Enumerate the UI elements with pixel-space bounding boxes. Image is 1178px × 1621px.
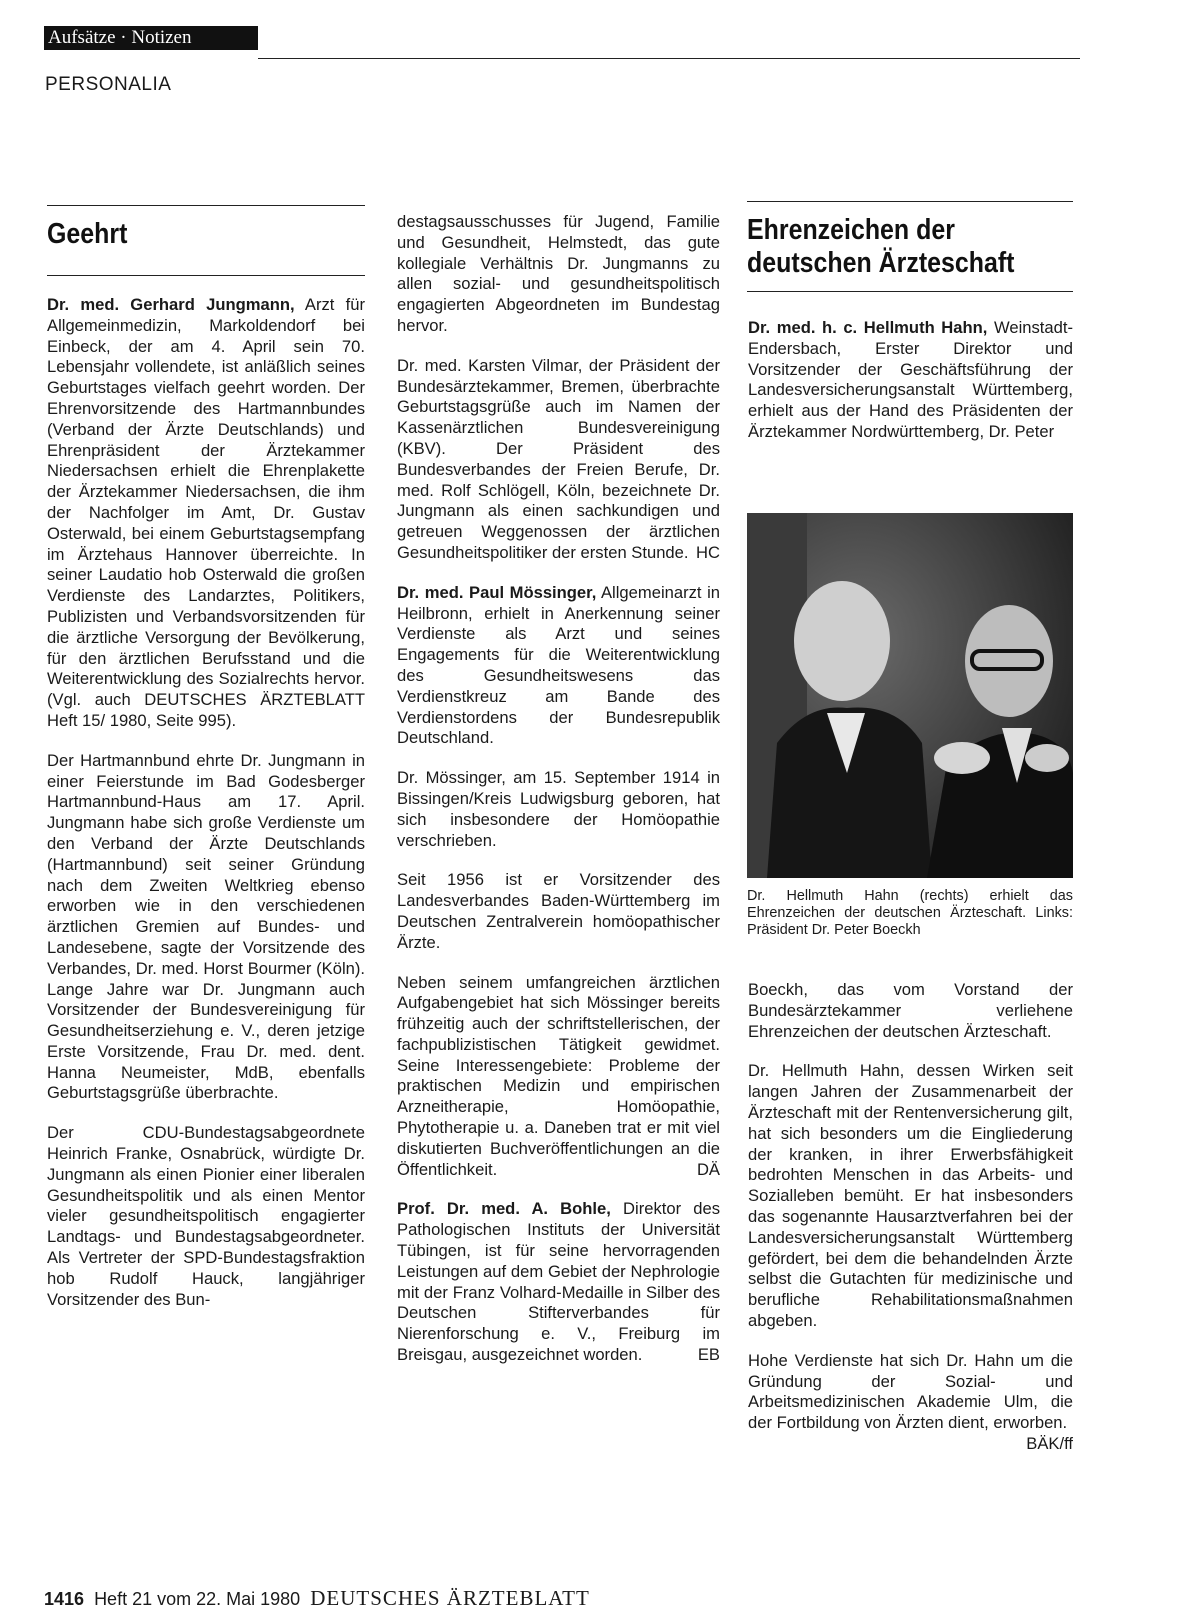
photo-caption: Dr. Hellmuth Hahn (rechts) erhielt das Ehrenzeichen der deutschen Ärzteschaft. Links: Präsident Dr. Peter Boeckh xyxy=(747,888,1073,938)
author-sign: HC xyxy=(696,542,720,562)
paragraph-hahn-work: Dr. Hellmuth Hahn, dessen Wirken seit langen Jahren der Zusammenarbeit der Ärzteschaft mit der Rentenversicherung gilt, hat sich besonders um die Eingliederung der kranken, in ihrer Erwerbsfähigkeit bedrohten Menschen in das Arbeits- und Sozialleben bemüht. Er hat insbesonders das sogenannte Hausarztverfahren bei der Landesversicherungsanstalt Württemberg gefördert, bei dem die behandelnden Ärzte selbst die Gutachten für medizinische und berufliche Rehabilitationsmaßnahmen abgeben. xyxy=(748,1061,1073,1330)
ehrenzeichen-heading: Ehrenzeichen der deutschen Ärzteschaft xyxy=(747,214,1015,279)
person-name: Prof. Dr. med. A. Bohle, xyxy=(397,1199,611,1219)
geehrt-rule-bottom xyxy=(47,275,365,276)
column-3-bottom xyxy=(748,980,1073,1455)
column-1 xyxy=(47,295,365,1329)
paragraph-hartmannbund: Der Hartmannbund ehrte Dr. Jungmann in einer Feierstunde im Bad Godesberger Hartmannbund-Haus am 17. April. Jungmann habe sich große Verdienste um den Verband der Ärzte Deutschlands (Hartmannbund) seit seiner Gründung nach dem Zweiten Weltkrieg ebenso erworben wie in den verschiedenen ärztlichen Gremien auf Bundes- und Landesebene, sagte der Vorsitzende des Verbandes, Dr. med. Horst Bourmer (Köln). Lange Jahre war Dr. Jungmann auch Vorsitzender der Bundesvereinigung für Gesundheitserziehung e. V., deren jetzige Erste Vorsitzende, Frau Dr. med. dent. Hanna Neumeister, MdB, ebenfalls Geburtstagsgrüße überbrachte. xyxy=(47,750,365,1103)
paragraph-hahn-akademie xyxy=(748,1350,1073,1453)
paragraph-moessinger-1956: Seit 1956 ist er Vorsitzender des Landesverbandes Baden-Württemberg im Deutschen Zentralverein homöopathischer Ärzte. xyxy=(397,870,720,952)
author-sign: DÄ xyxy=(696,1159,720,1179)
page-number: 1416 xyxy=(44,1589,85,1609)
paragraph-text: Allgemeinarzt in Heilbronn, erhielt in Anerkennung seiner Verdienste als Arzt und seines Engagements für die Weiterentwicklung des Gesundheitswesens das Verdienstkreuz am Bande des Verdienstordens der Bundesrepublik Deutschland. xyxy=(397,582,721,748)
paragraph-text: Arzt für Allgemeinmedizin, Markoldendorf bei Einbeck, der am 4. April sein 70. Lebensjahr vollendete, ist anläßlich seines Geburtstages vielfach geehrt worden. Der Ehrenvorsitzende des Hartmannbundes (Verband der Ärzte Deutschlands) und Ehrenpräsident der Ärztekammer Niedersachsen erhielt die Ehrenplakette der Ärztekammer Niedersachsen, die ihm der Nachfolger im Amt, Dr. Gustav Osterwald, bei einem Geburtstagsempfang im Ärztehaus Hannover überreichte. In seiner Laudatio hob Osterwald die großen Verdienste des Landarztes, Politikers, Publizisten und Verbandsvorsitzenden für die ärztliche Versorgung der Bevölkerung, für den ärztlichen Berufsstand und die Weiterentwicklung des Sozialrechts hervor. (Vgl. auch DEUTSCHES ÄRZTEBLATT Heft 15/ 1980, Seite 995). xyxy=(47,295,365,730)
geehrt-heading: Geehrt xyxy=(47,218,128,250)
paragraph-moessinger-born: Dr. Mössinger, am 15. September 1914 in Bissingen/Kreis Ludwigsburg geboren, hat sich insbesondere der Homöopathie verschrieben. xyxy=(397,768,720,850)
person-name: Dr. med. Paul Mössinger, xyxy=(397,582,597,602)
paragraph-cdu: Der CDU-Bundestagsabgeordnete Heinrich Franke, Osnabrück, würdigte Dr. Jungmann als einen Pionier einer liberalen Gesundheitspolitik und als einen Mentor vieler gesundheitspolitisch engagierter Landtags- und Bundestagsabgeordneter. Als Vertreter der SPD-Bundestagsfraktion hob Rudolf Hauck, langjähriger Vorsitzender des Bun- xyxy=(47,1123,365,1309)
paragraph-text: Dr. med. Karsten Vilmar, der Präsident der Bundesärztekammer, Bremen, überbrachte Geburtstagsgrüße auch im Namen der Kassenärztlichen Bundesvereinigung (KBV). Der Präsident des Bundesverbandes der Freien Berufe, Dr. med. Rolf Schlögell, Köln, bezeichnete Dr. Jungmann als einen sachkundigen und getreuen Weggenossen der ärztlichen Gesundheitspolitiker der ersten Stunde. xyxy=(397,355,720,562)
issue-info: Heft 21 vom 22. Mai 1980 xyxy=(94,1589,301,1609)
column-2 xyxy=(397,212,720,1385)
page-footer xyxy=(44,1586,590,1611)
header-rule xyxy=(258,58,1080,59)
ehrenzeichen-rule-bottom xyxy=(747,291,1073,292)
paragraph-text: Neben seinem umfangreichen ärztlichen Aufgabengebiet hat sich Mössinger bereits frühzeitig auch der schriftstellerischen, der fachpublizistischen Tätigkeit gewidmet. Seine Interessengebiete: Probleme der praktischen Medizin und empirischen Arzneitherapie, Homöopathie, Phytotherapie u. a. Daneben trat er mit viel diskutierten Buchveröffentlichungen an die Öffentlichkeit. xyxy=(397,972,720,1179)
paragraph-jungmann-intro xyxy=(47,295,365,732)
person-name: Dr. med. h. c. Hellmuth Hahn, xyxy=(748,318,988,337)
paragraph-vilmar xyxy=(397,356,720,564)
ehrenzeichen-rule-top xyxy=(747,201,1073,202)
paragraph-text: Weinstadt-Endersbach, Erster Direktor und Vorsitzender der Geschäftsführung der Landesversicherungsanstalt Württemberg, erhielt aus der Hand des Präsidenten der Ärztekammer Nordwürttemberg, Dr. Peter xyxy=(748,318,1073,441)
paragraph-continuation: destagsausschusses für Jugend, Familie und Gesundheit, Helmstedt, das gute kollegiale Verhältnis Dr. Jungmanns zu allen sozial- und gesundheitspolitisch engagierten Abgeordneten im Bundestag hervor. xyxy=(397,212,720,335)
section-tag: Aufsätze · Notizen xyxy=(44,26,258,50)
paragraph-moessinger-intro xyxy=(397,583,720,749)
column-3-top xyxy=(748,318,1073,462)
category-label: PERSONALIA xyxy=(45,74,172,95)
paragraph-text: Hohe Verdienste hat sich Dr. Hahn um die Gründung der Sozial- und Arbeitsmedizinischen Akademie Ulm, die der Fortbildung von Ärzten dient, erworben. xyxy=(748,1350,1073,1433)
paragraph-text: Direktor des Pathologischen Instituts der Universität Tübingen, ist für seine hervorragenden Leistungen auf dem Gebiet der Nephrologie mit der Franz Volhard-Medaille in Silber des Deutschen Stifterverbandes für Nierenforschung e. V., Freiburg im Breisgau, ausgezeichnet worden. xyxy=(397,1199,720,1365)
geehrt-rule-top xyxy=(47,205,365,206)
journal-name: DEUTSCHES ÄRZTEBLATT xyxy=(310,1586,590,1610)
paragraph-bohle xyxy=(397,1199,720,1365)
paragraph-moessinger-work xyxy=(397,973,720,1181)
award-photo-image xyxy=(747,513,1073,878)
author-sign: EB xyxy=(697,1345,720,1365)
author-sign: BÄK/ff xyxy=(1026,1433,1073,1453)
paragraph-hahn-continuation: Boeckh, das vom Vorstand der Bundesärztekammer verliehene Ehrenzeichen der deutschen Ärzteschaft. xyxy=(748,980,1073,1041)
person-name: Dr. med. Gerhard Jungmann, xyxy=(47,295,295,314)
paragraph-hahn-intro xyxy=(748,318,1073,443)
award-photo xyxy=(747,513,1073,878)
